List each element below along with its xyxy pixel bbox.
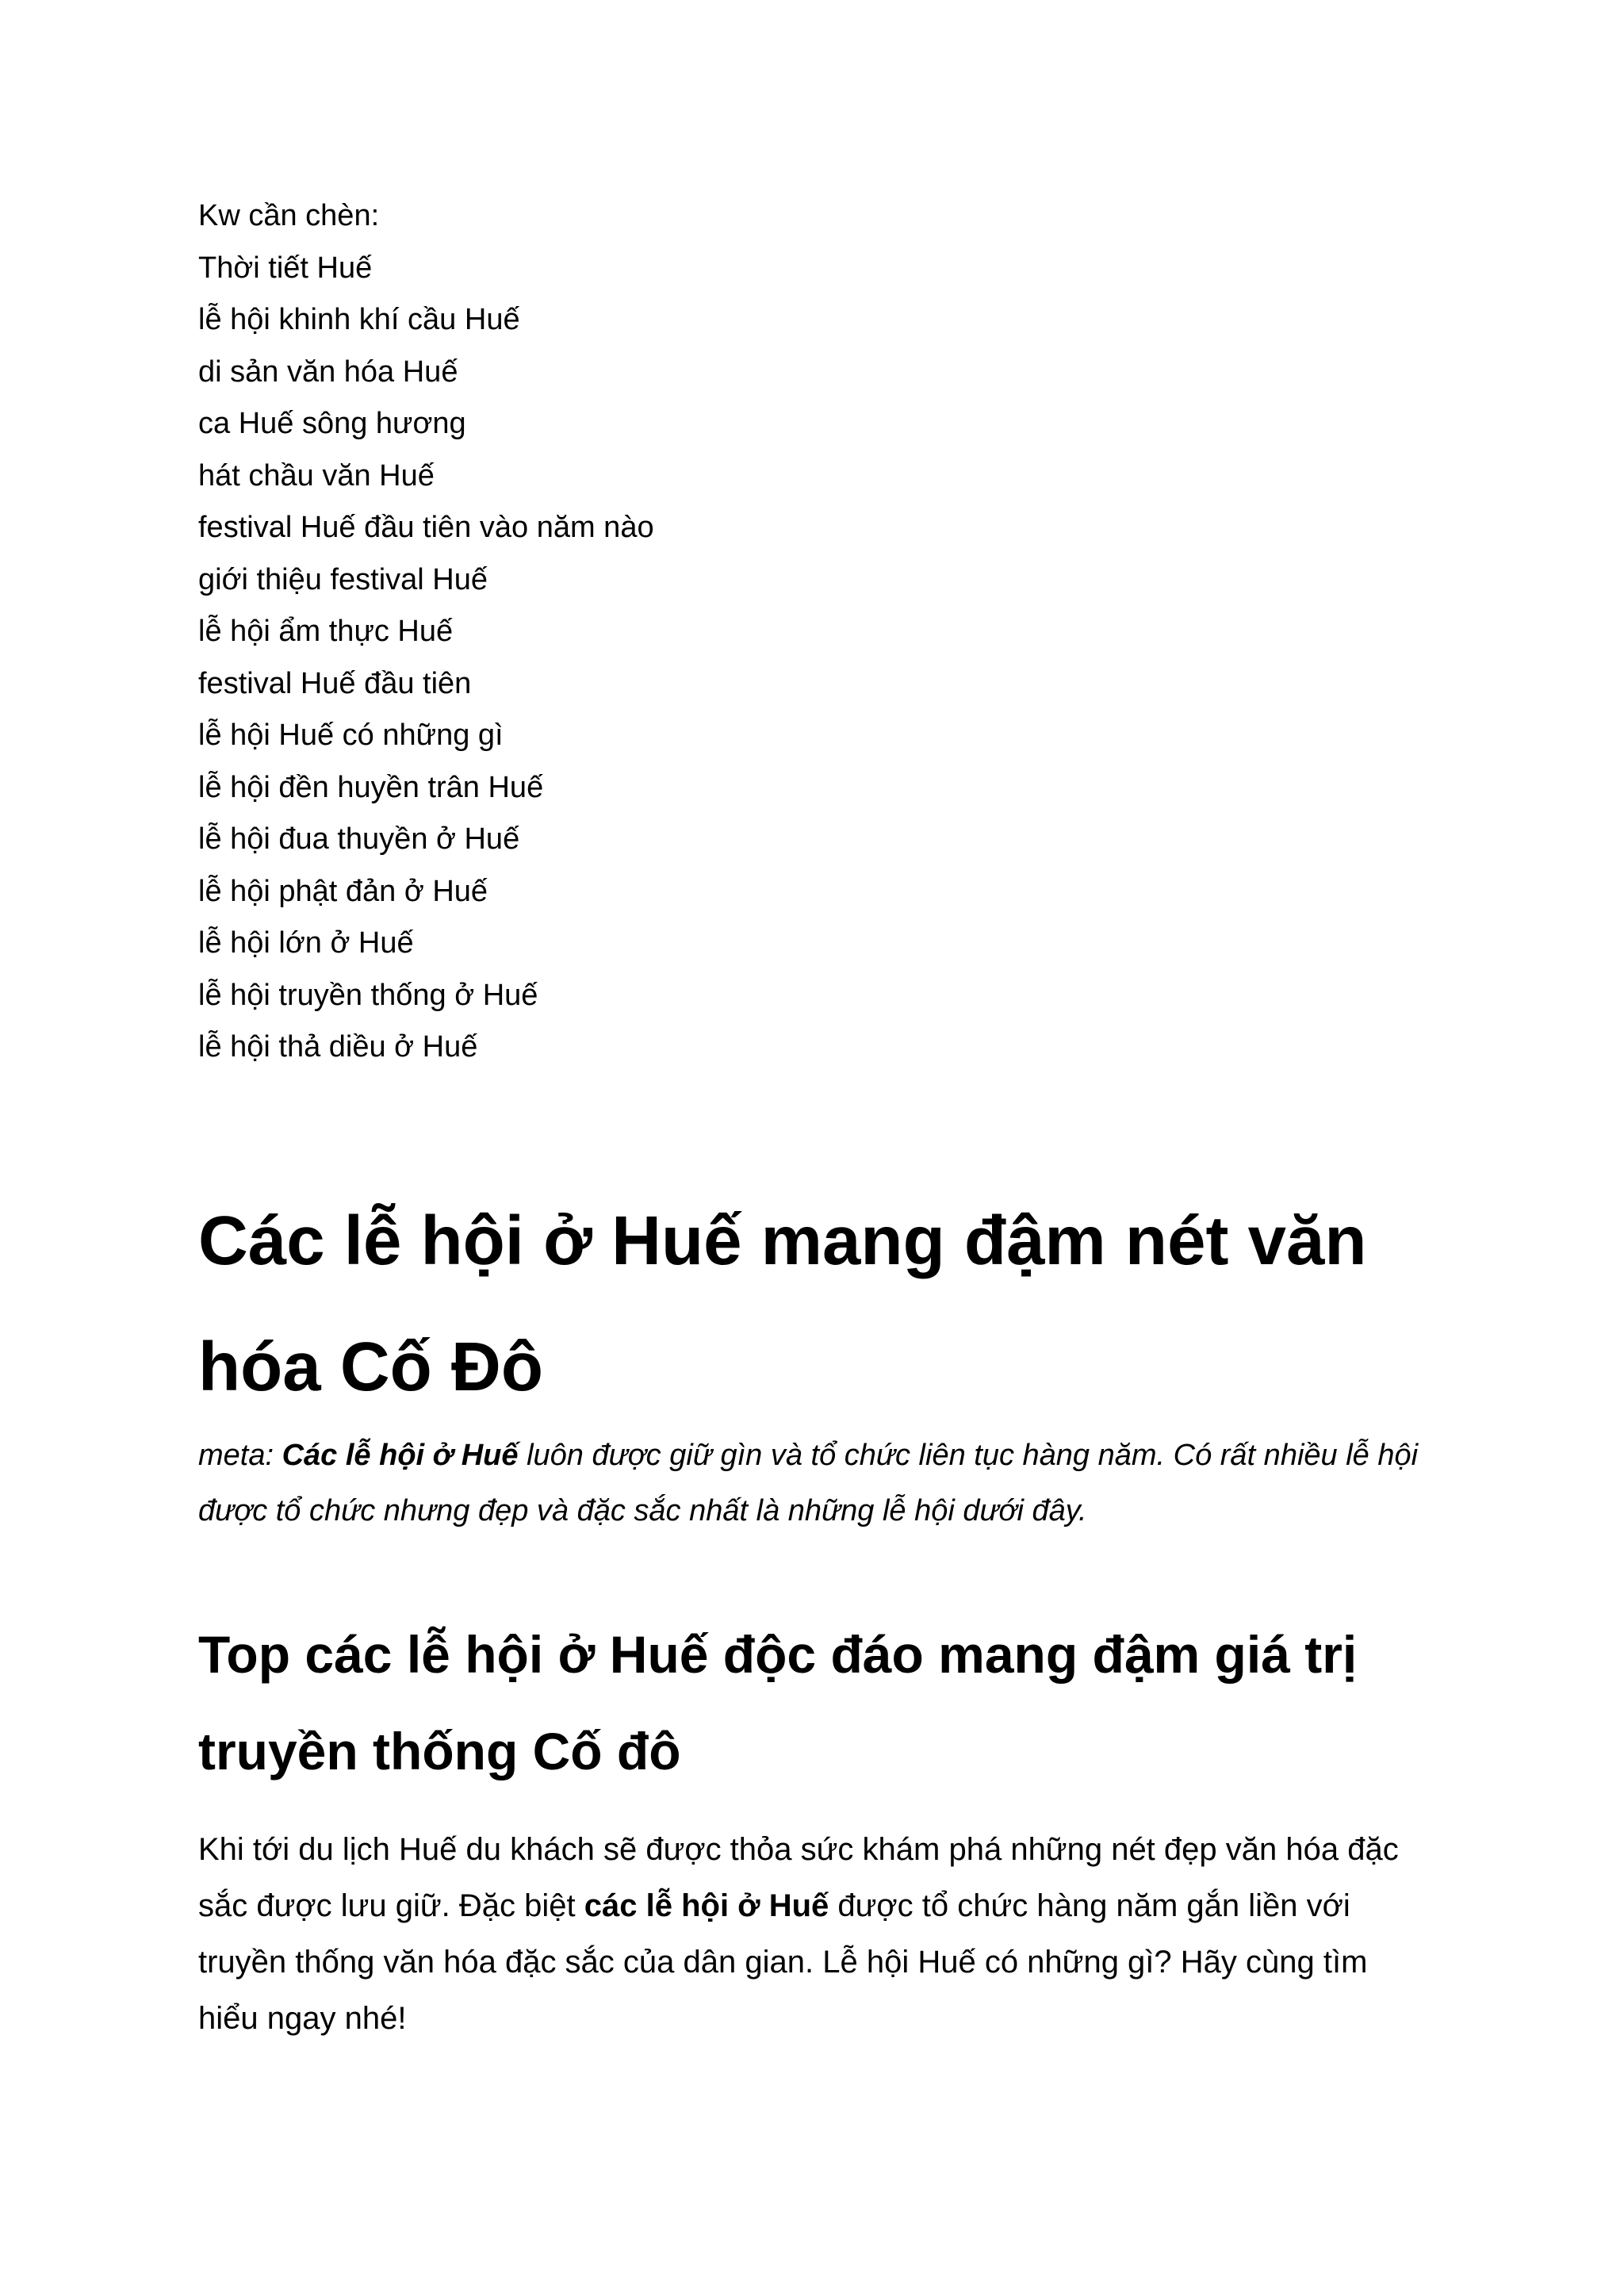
keyword-item: lễ hội khinh khí cầu Huế <box>198 303 520 336</box>
keyword-item: lễ hội phật đản ở Huế <box>198 874 488 908</box>
meta-text: luôn được giữ gìn và tổ chức liên tục hàng năm. Có rất nhiều lễ hội được tổ chức nhưng đẹp và đặc sắc nhất là những lễ hội dưới đây. <box>198 1439 1419 1527</box>
keyword-item: lễ hội đua thuyền ở Huế <box>198 822 520 856</box>
keyword-item: lễ hội thả diều ở Huế <box>198 1030 478 1064</box>
keyword-list-heading: Kw cần chèn: <box>198 199 380 232</box>
keyword-item: festival Huế đầu tiên vào năm nào <box>198 511 654 544</box>
intro-text-end: được tổ chức hàng năm gắn liền với truyền thống văn hóa đặc sắc của dân gian. Lễ hội Huế có những gì? Hãy cùng tìm hiểu ngay nhé! <box>198 1888 1368 2036</box>
keyword-item: giới thiệu festival Huế <box>198 562 488 596</box>
meta-prefix: meta: <box>198 1439 282 1472</box>
keyword-item: hát chầu văn Huế <box>198 458 435 493</box>
keyword-list <box>198 190 1435 1074</box>
meta-description <box>198 1428 1435 1539</box>
section-heading: Top các lễ hội ở Huế độc đáo mang đậm giá trị truyền thống Cố đô <box>198 1625 1358 1780</box>
keyword-item: lễ hội đền huyền trân Huế <box>198 770 544 804</box>
intro-paragraph <box>198 1822 1435 2047</box>
intro-text-start: Khi tới du lịch Huế du khách sẽ được thỏa sức khám phá những nét đẹp văn hóa đặc sắc được lưu giữ. Đặc biệt <box>198 1832 1399 1923</box>
keyword-item: lễ hội truyền thống ở Huế <box>198 978 538 1012</box>
keyword-item: lễ hội ẩm thực Huế <box>198 615 454 648</box>
keyword-item: lễ hội Huế có những gì <box>198 719 504 752</box>
keyword-item: festival Huế đầu tiên <box>198 666 472 700</box>
keyword-item: lễ hội lớn ở Huế <box>198 926 414 960</box>
keyword-item: di sản văn hóa Huế <box>198 355 458 389</box>
document-page <box>198 190 1435 2036</box>
keyword-item: Thời tiết Huế <box>198 251 373 285</box>
meta-keyword: Các lễ hội ở Huế <box>282 1439 519 1472</box>
intro-keyword: các lễ hội ở Huế <box>584 1888 829 1923</box>
keyword-item: ca Huế sông hương <box>198 407 466 440</box>
article-title: Các lễ hội ở Huế mang đậm nét văn hóa Cố Đô <box>198 1202 1367 1405</box>
